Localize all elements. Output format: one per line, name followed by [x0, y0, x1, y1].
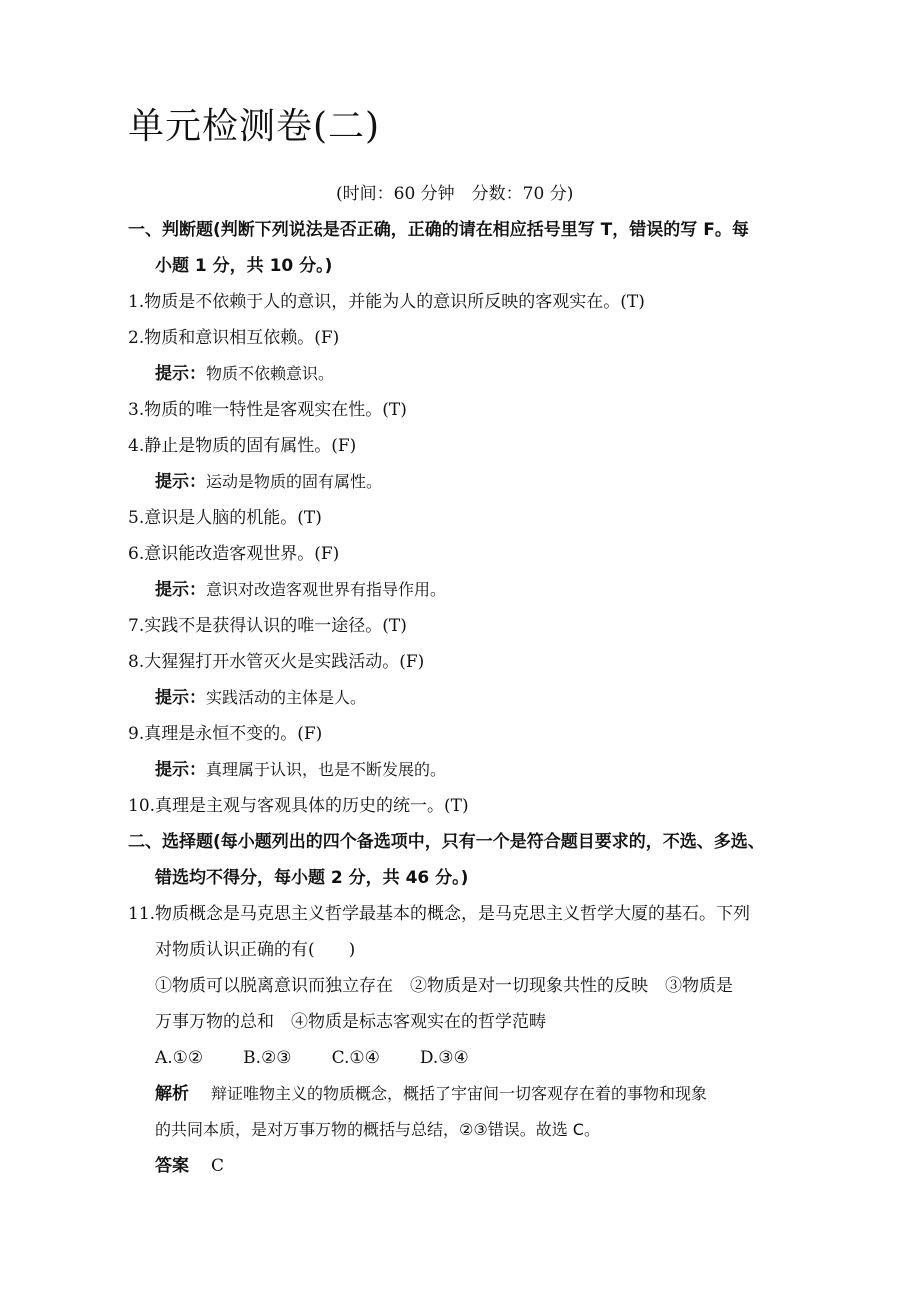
answer-value: C [211, 1156, 225, 1176]
analysis-cont [155, 1116, 600, 1144]
hint-4 [155, 468, 382, 496]
question-11-statements: ①物质可以脱离意识而独立存在 ②物质是对一切现象共性的反映 ③物质是 [155, 976, 733, 996]
analysis-label: 解析 [155, 1084, 189, 1104]
question-1: 1.物质是不依赖于人的意识，并能为人的意识所反映的客观实在。(T) [128, 292, 645, 312]
section1-heading: 一、判断题(判断下列说法是否正确，正确的请在相应括号里写 T，错误的写 F。每 [128, 220, 749, 240]
exam-time-score: (时间：60 分钟 分数：70 分) [336, 184, 574, 204]
hint-text: 实践活动的主体是人。 [206, 688, 367, 707]
hint-label: 提示： [155, 688, 206, 708]
question-10: 10.真理是主观与客观具体的历史的统一。(T) [128, 796, 469, 816]
hint-label: 提示： [155, 580, 206, 600]
analysis [155, 1080, 707, 1108]
question-11-stem-cont: 对物质认识正确的有( ) [155, 940, 356, 960]
hint-text: 意识对改造客观世界有指导作用。 [206, 580, 447, 599]
hint-label: 提示： [155, 364, 206, 384]
analysis-text: 辩证唯物主义的物质概念，概括了宇宙间一切客观存在着的事物和现象 [211, 1084, 708, 1103]
question-5: 5.意识是人脑的机能。(T) [128, 508, 322, 528]
question-4: 4.静止是物质的固有属性。(F) [128, 436, 357, 456]
section2-heading-cont: 错选均不得分，每小题 2 分，共 46 分。) [155, 868, 469, 888]
question-11-statements-cont: 万事万物的总和 ④物质是标志客观实在的哲学范畴 [155, 1012, 546, 1032]
question-11-stem: 11.物质概念是马克思主义哲学最基本的概念，是马克思主义哲学大厦的基石。下列 [128, 904, 751, 924]
question-2: 2.物质和意识相互依赖。(F) [128, 328, 340, 348]
question-6: 6.意识能改造客观世界。(F) [128, 544, 340, 564]
question-7: 7.实践不是获得认识的唯一途径。(T) [128, 616, 407, 636]
hint-label: 提示： [155, 760, 206, 780]
question-11-choices [155, 1044, 509, 1072]
choice-d: D.③④ [419, 1048, 469, 1068]
page-title: 单元检测卷(二) [128, 106, 381, 147]
hint-text: 物质不依赖意识。 [206, 364, 335, 383]
answer [155, 1152, 224, 1180]
hint-text: 运动是物质的固有属性。 [206, 472, 383, 491]
choice-a: A.①② [155, 1048, 204, 1068]
choice-b: B.②③ [243, 1048, 292, 1068]
hint-6 [155, 576, 446, 604]
question-3: 3.物质的唯一特性是客观实在性。(T) [128, 400, 407, 420]
hint-9 [155, 756, 446, 784]
question-8: 8.大猩猩打开水管灭火是实践活动。(F) [128, 652, 425, 672]
hint-8 [155, 684, 366, 712]
section1-heading-cont: 小题 1 分，共 10 分。) [155, 256, 333, 276]
question-9: 9.真理是永恒不变的。(F) [128, 724, 323, 744]
hint-text: 真理属于认识，也是不断发展的。 [206, 760, 447, 779]
analysis-text-cont: 的共同本质，是对万事万物的概括与总结，②③错误。故选 C。 [155, 1120, 600, 1139]
answer-label: 答案 [155, 1156, 189, 1176]
hint-label: 提示： [155, 472, 206, 492]
hint-2 [155, 360, 334, 388]
choice-c: C.①④ [331, 1048, 380, 1068]
section2-heading: 二、选择题(每小题列出的四个备选项中，只有一个是符合题目要求的，不选、多选、 [128, 832, 765, 852]
